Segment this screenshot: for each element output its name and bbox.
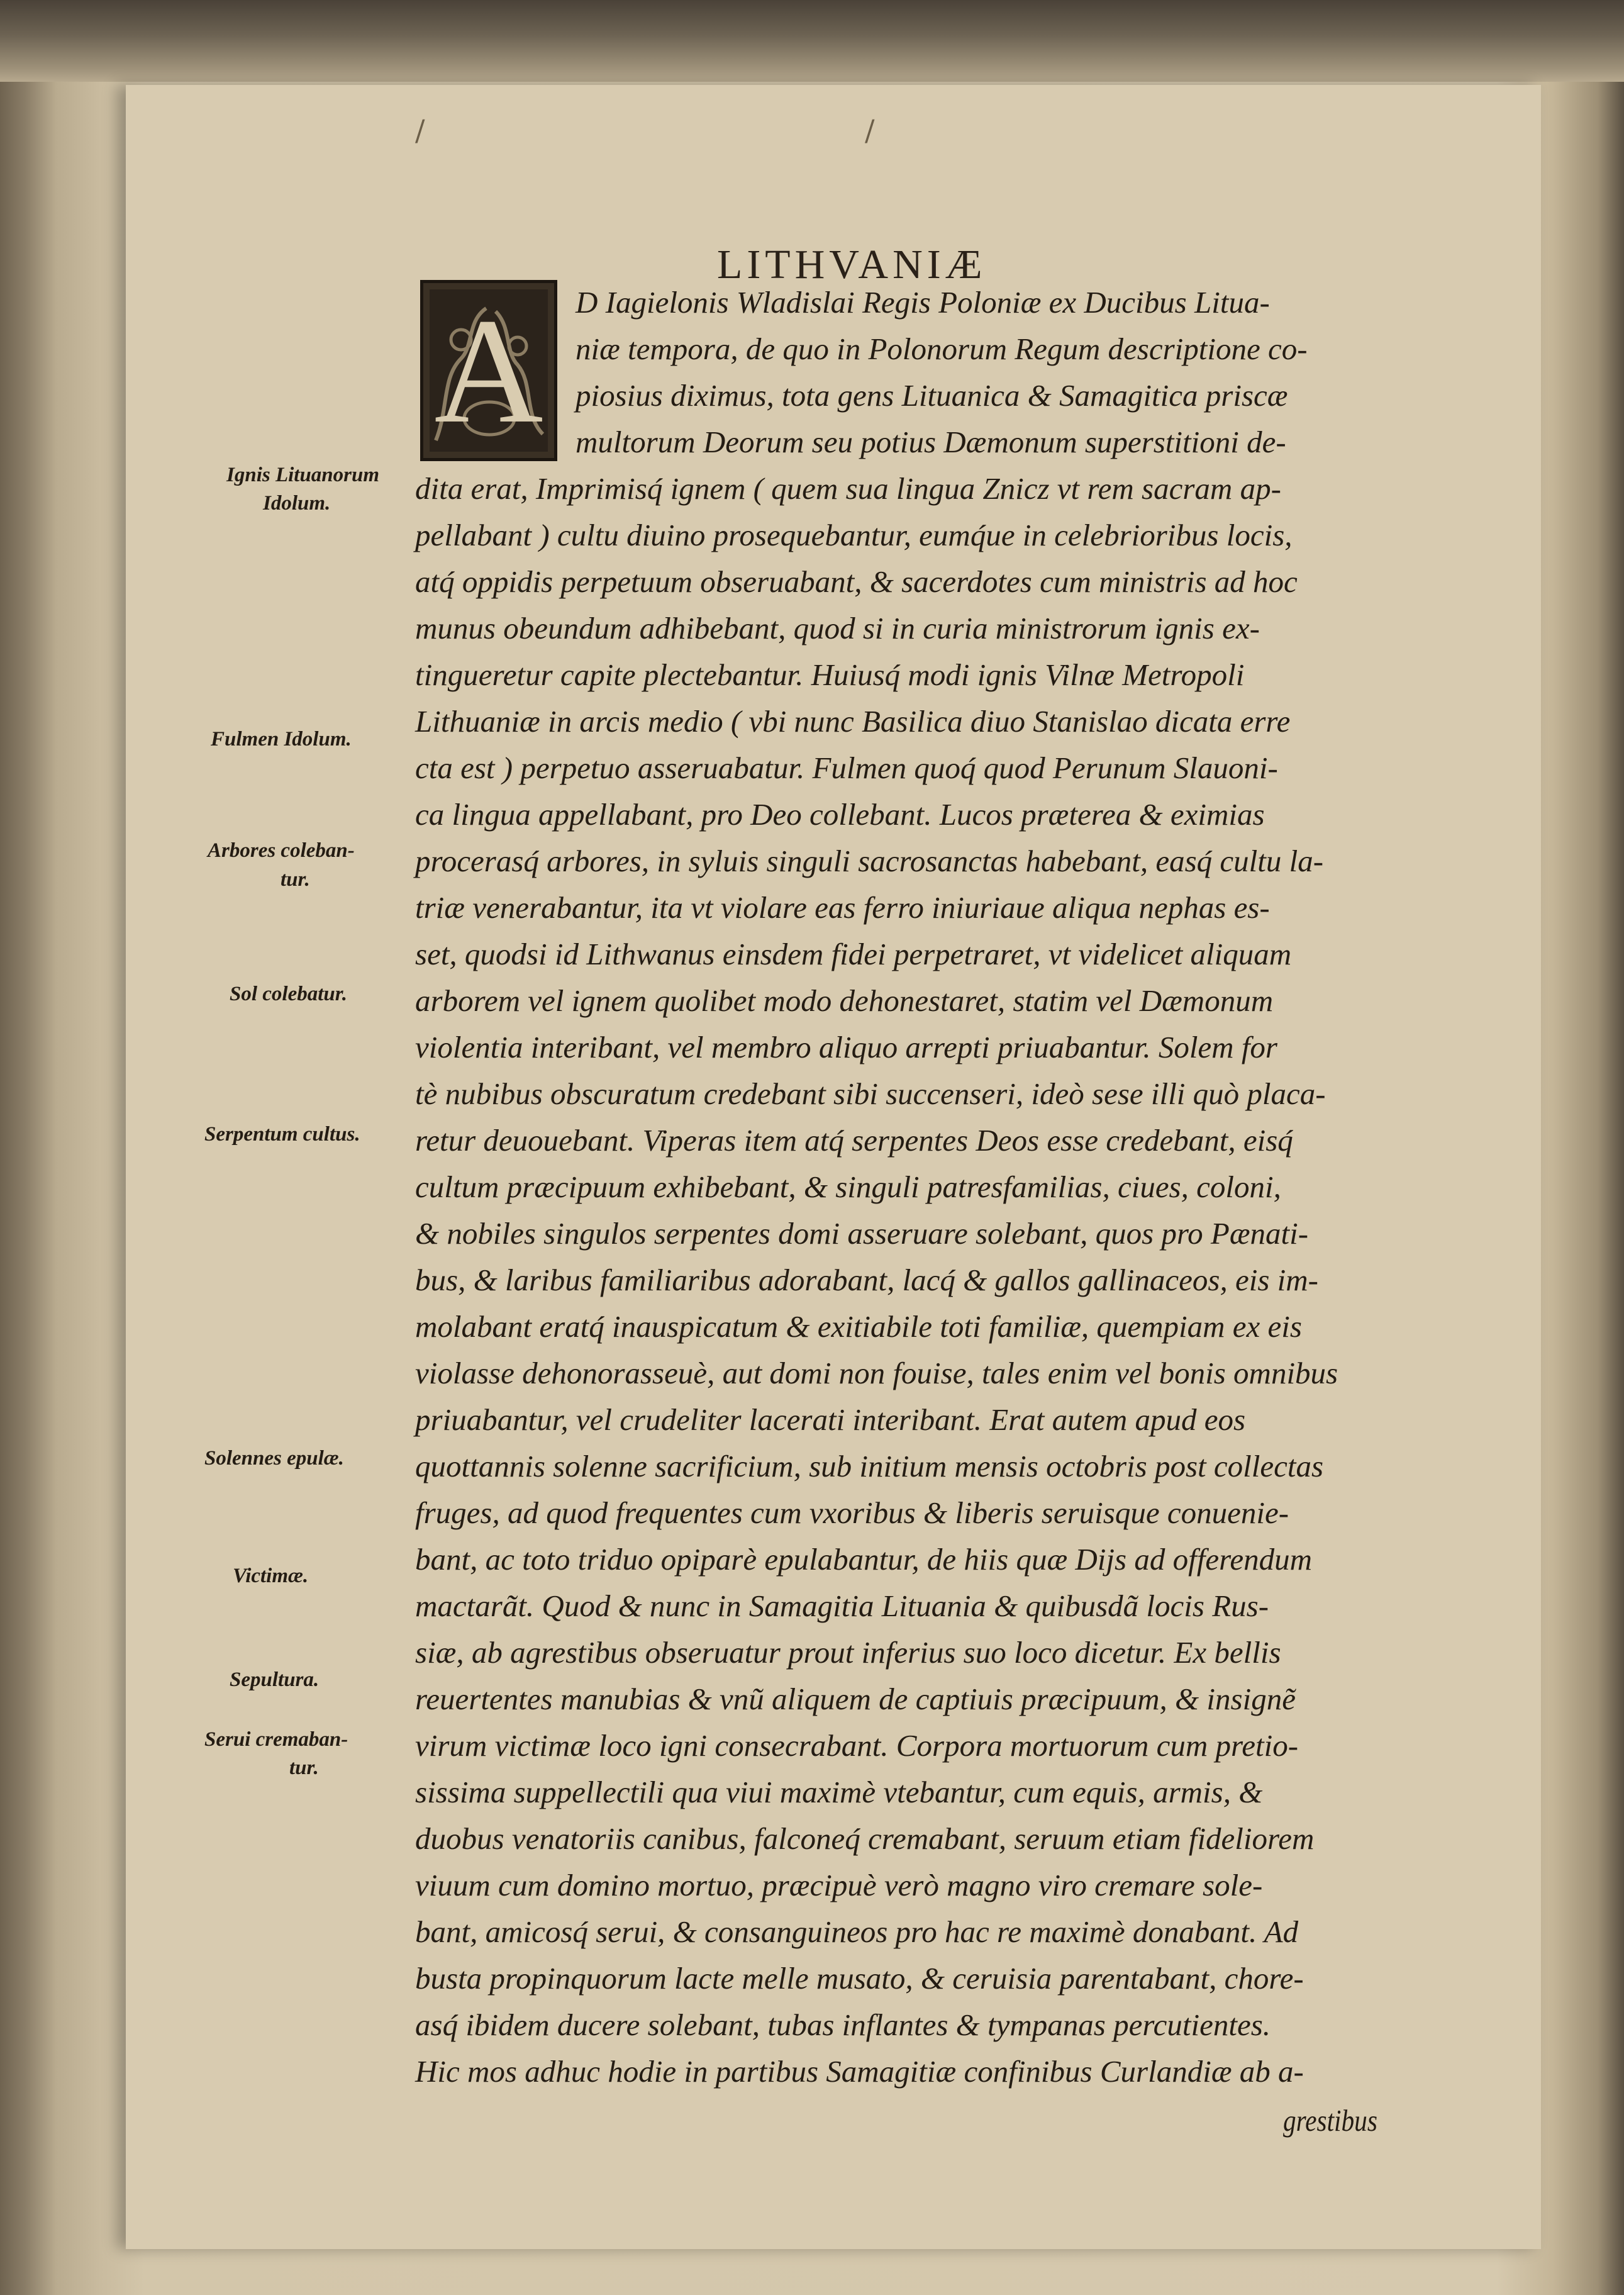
text-line: duobus venatoriis canibus, falconeq́ cremabant, seruum etiam fideliorem bbox=[415, 1821, 1315, 1856]
text-line: dita erat, Imprimisq́ ignem ( quem sua lingua Znicz vt rem sacram ap- bbox=[415, 471, 1281, 506]
text-line: arborem vel ignem quolibet modo dehonestaret, statim vel Dæmonum bbox=[415, 983, 1274, 1018]
text-line: & nobiles singulos serpentes domi asseruare solebant, quos pro Pænati- bbox=[415, 1216, 1309, 1251]
text-line: D Iagielonis Wladislai Regis Poloniæ ex Ducibus Litua- bbox=[576, 285, 1270, 320]
margin-note: Idolum. bbox=[263, 492, 331, 515]
margin-note: Serui cremaban- bbox=[204, 1728, 348, 1751]
initial-letter: A bbox=[434, 287, 543, 454]
page-mark-right: / bbox=[865, 113, 875, 147]
text-line: triæ venerabantur, ita vt violare eas ferro iniuriaue aliqua nephas es- bbox=[415, 890, 1270, 925]
margin-note: tur. bbox=[289, 1756, 319, 1779]
text-line: retur deuouebant. Viperas item atq́ serpentes Deos esse credebant, eisq́ bbox=[415, 1123, 1293, 1158]
text-line: tingueretur capite plectebantur. Huiusq́ modi ignis Vilnæ Metropoli bbox=[415, 657, 1245, 692]
text-line: virum victimæ loco igni consecrabant. Corpora mortuorum cum pretio- bbox=[415, 1728, 1299, 1763]
margin-note: Sol colebatur. bbox=[230, 983, 348, 1005]
text-line: bus, & laribus familiaribus adorabant, lacq́ & gallos gallinaceos, eis im- bbox=[415, 1263, 1319, 1297]
text-line: atq́ oppidis perpetuum obseruabant, & sacerdotes cum ministris ad hoc bbox=[415, 564, 1298, 599]
margin-note: Victimæ. bbox=[233, 1565, 309, 1587]
page-mark-left: / bbox=[415, 113, 425, 147]
running-head: LITHVANIÆ bbox=[717, 242, 987, 288]
text-line: siæ, ab agrestibus obseruatur prout inferius suo loco dicetur. Ex bellis bbox=[415, 1635, 1281, 1670]
text-line: piosius diximus, tota gens Lituanica & Samagitica priscæ bbox=[576, 378, 1288, 413]
margin-note: tur. bbox=[281, 868, 310, 891]
margin-note: Arbores coleban- bbox=[208, 839, 355, 862]
margin-note: Fulmen Idolum. bbox=[211, 728, 352, 751]
text-line: procerasq́ arbores, in syluis singuli sacrosanctas habebant, easq́ cultu la- bbox=[415, 844, 1324, 878]
margin-note: Ignis Lituanorum bbox=[226, 464, 380, 486]
margin-note: Serpentum cultus. bbox=[204, 1123, 360, 1146]
text-line: multorum Deorum seu potius Dæmonum superstitioni de- bbox=[576, 425, 1286, 459]
text-line: violasse dehonorasseuè, aut domi non fouise, tales enim vel bonis omnibus bbox=[415, 1356, 1338, 1390]
text-line: priuabantur, vel crudeliter lacerati interibant. Erat autem apud eos bbox=[415, 1402, 1246, 1437]
text-line: pellabant ) cultu diuino prosequebantur, eumq́ue in celebrioribus locis, bbox=[415, 518, 1293, 552]
text-line: tè nubibus obscuratum credebant sibi succenseri, ideò sese illi quò placa- bbox=[415, 1076, 1326, 1111]
text-line: cta est ) perpetuo asseruabatur. Fulmen quoq́ quod Perunum Slauoni- bbox=[415, 751, 1278, 785]
text-line: asq́ ibidem ducere solebant, tubas inflantes & tympanas percutientes. bbox=[415, 2007, 1271, 2042]
text-line: reuertentes manubias & vnũ aliquem de captiuis præcipuum, & insignẽ bbox=[415, 1682, 1296, 1716]
text-line: mactarãt. Quod & nunc in Samagitia Lituania & quibusdã locis Rus- bbox=[415, 1589, 1269, 1623]
text-line: sissima suppellectili qua viui maximè vtebantur, cum equis, armis, & bbox=[415, 1775, 1263, 1809]
catchword: grestibus bbox=[1283, 2103, 1377, 2138]
text-line: Lithuaniæ in arcis medio ( vbi nunc Basilica diuo Stanislao dicata erre bbox=[415, 704, 1291, 739]
text-line: bant, ac toto triduo opiparè epulabantur, de hiis quæ Dijs ad offerendum bbox=[415, 1542, 1312, 1577]
text-line: quottannis solenne sacrificium, sub initium mensis octobris post collectas bbox=[415, 1449, 1324, 1483]
text-line: violentia interibant, vel membro aliquo arrepti priuabantur. Solem for bbox=[415, 1030, 1277, 1064]
text-line: Hic mos adhuc hodie in partibus Samagitiæ confinibus Curlandiæ ab a- bbox=[415, 2054, 1304, 2089]
text-line: molabant eratq́ inauspicatum & exitiabile toti familiæ, quempiam ex eis bbox=[415, 1309, 1302, 1344]
text-line: cultum præcipuum exhibebant, & singuli patresfamilias, ciues, coloni, bbox=[415, 1170, 1281, 1204]
text-line: bant, amicosq́ serui, & consanguineos pro hac re maximè donabant. Ad bbox=[415, 1914, 1299, 1949]
margin-note: Solennes epulæ. bbox=[204, 1447, 344, 1470]
text-line: niæ tempora, de quo in Polonorum Regum descriptione co- bbox=[576, 332, 1308, 366]
text-line: munus obeundum adhibebant, quod si in curia ministrorum ignis ex- bbox=[415, 611, 1260, 645]
text-line: set, quodsi id Lithwanus einsdem fidei perpetraret, vt videlicet aliquam bbox=[415, 937, 1292, 971]
text-line: viuum cum domino mortuo, præcipuè verò magno viro cremare sole- bbox=[415, 1868, 1263, 1902]
text-line: ca lingua appellabant, pro Deo collebant. Lucos præterea & eximias bbox=[415, 797, 1265, 832]
text-line: busta propinquorum lacte melle musato, & ceruisia parentabant, chore- bbox=[415, 1961, 1304, 1996]
margin-note: Sepultura. bbox=[230, 1668, 320, 1691]
text-line: fruges, ad quod frequentes cum vxoribus & liberis seruisque conuenie- bbox=[415, 1495, 1289, 1530]
